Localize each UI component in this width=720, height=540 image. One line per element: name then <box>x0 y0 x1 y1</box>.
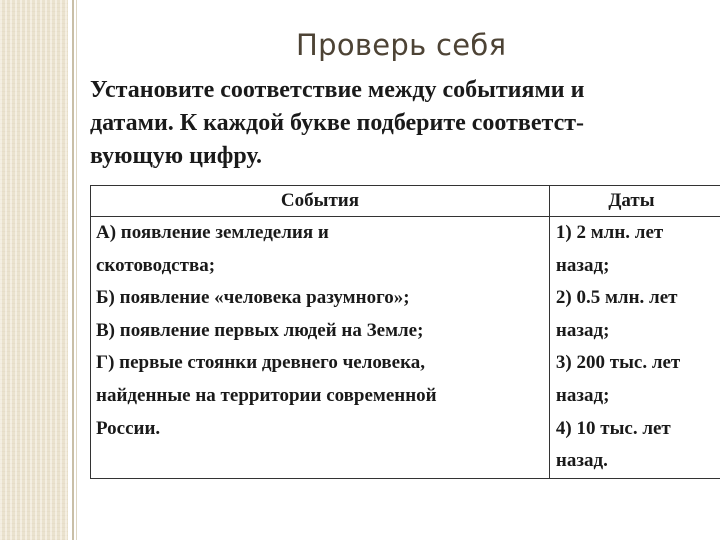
event-line: скотоводства; <box>96 254 216 276</box>
dates-cell <box>549 217 720 479</box>
event-line: В) появление первых людей на Земле; <box>96 319 424 341</box>
task-line: вующую цифру. <box>90 143 262 169</box>
date-line: 2) 0.5 млн. лет <box>555 287 678 309</box>
date-line: 3) 200 тыс. лет <box>555 352 681 374</box>
matching-table <box>90 185 720 479</box>
date-line: 1) 2 млн. лет <box>555 222 664 243</box>
date-line: 4) 10 тыс. лет <box>555 417 671 439</box>
date-line: назад; <box>555 254 610 276</box>
events-column-header: События <box>91 186 550 217</box>
date-line: назад; <box>555 319 610 341</box>
date-line: назад. <box>555 450 608 472</box>
decorative-divider-line <box>72 0 74 540</box>
task-instructions <box>90 74 700 173</box>
table-header-row <box>91 186 720 217</box>
task-line: датами. К каждой букве подберите соответст- <box>90 110 585 136</box>
event-line: Б) появление «человека разумного»; <box>96 287 410 309</box>
table-row <box>91 217 720 479</box>
dates-column-header-label: Даты <box>608 190 655 211</box>
decorative-divider-line-inner <box>76 0 77 540</box>
events-cell <box>91 217 550 479</box>
dates-column-header <box>549 186 720 217</box>
event-line: А) появление земледелия и <box>96 222 329 243</box>
date-line: назад; <box>555 384 610 406</box>
event-line: России. <box>96 417 161 439</box>
event-line: найденные на территории современной <box>96 384 437 406</box>
slide-title: Проверь себя <box>296 28 507 62</box>
task-line: Установите соответствие между событиями и <box>90 77 585 103</box>
decorative-side-strip <box>0 0 68 540</box>
event-line: Г) первые стоянки древнего человека, <box>96 352 426 374</box>
